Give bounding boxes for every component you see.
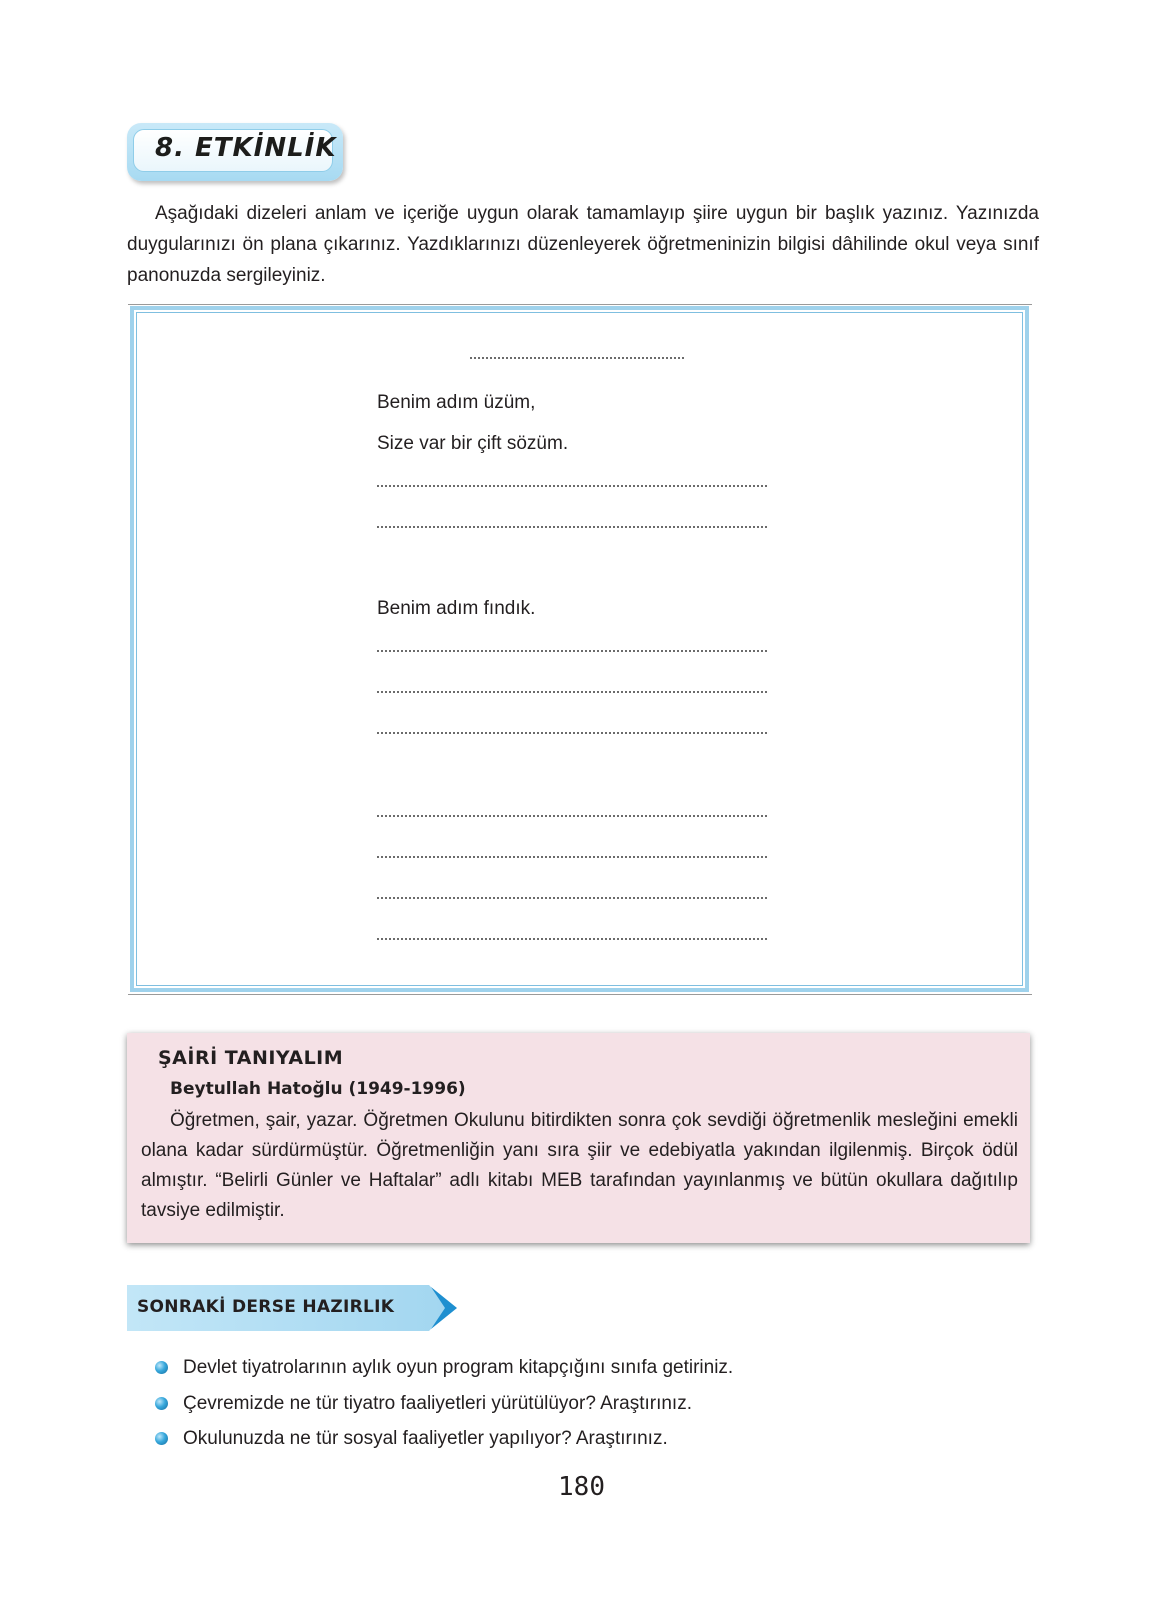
- poet-name: Beytullah Hatoğlu (1949-1996): [170, 1079, 466, 1099]
- poem-blank-line[interactable]: [377, 856, 767, 858]
- poem-blank-line[interactable]: [377, 691, 767, 693]
- poet-bio: Öğretmen, şair, yazar. Öğretmen Okulunu bitirdikten sonra çok sevdiği öğretmenlik mesleğini emekli olana kadar sürdürmüştür. Öğretmenliğin yanı sıra şiir ve edebiyatla yakından ilgilenmiş. Birçok ödül almıştır. “Belirli Günler ve Haftalar” adlı kitabı MEB tarafından yayınlanmış ve bütün okullara dağıtılıp tavsiye edilmiştir.: [141, 1110, 1018, 1221]
- poem-blank-line[interactable]: [377, 485, 767, 487]
- bullet-icon: [155, 1432, 168, 1445]
- poem-blank-line[interactable]: [377, 815, 767, 817]
- poem-blank-line[interactable]: [377, 650, 767, 652]
- bullet-icon: [155, 1397, 168, 1410]
- poem-blank-line[interactable]: [377, 938, 767, 940]
- task-text: Devlet tiyatrolarının aylık oyun program kitapçığını sınıfa getiriniz.: [183, 1357, 734, 1378]
- poem-frame: [130, 306, 1029, 992]
- activity-badge: [127, 123, 343, 181]
- poet-info-heading: ŞAİRİ TANIYALIM: [158, 1047, 344, 1069]
- poem-blank-line[interactable]: [377, 732, 767, 734]
- next-lesson-banner: [127, 1285, 461, 1331]
- poem-title-blank[interactable]: [470, 357, 684, 359]
- frame-rule-bottom: [128, 994, 1032, 995]
- poem-line-3: Benim adım fındık.: [377, 598, 536, 619]
- poem-line-2: Size var bir çift sözüm.: [377, 433, 569, 454]
- poem-blank-line[interactable]: [377, 897, 767, 899]
- activity-title: 8. ETKİNLİK: [155, 133, 337, 163]
- poem-blank-line[interactable]: [377, 526, 767, 528]
- bullet-icon: [155, 1361, 168, 1374]
- frame-rule-top: [128, 304, 1032, 305]
- poem-line-1: Benim adım üzüm,: [377, 392, 536, 413]
- page-number: 180: [558, 1472, 605, 1502]
- task-text: Okulunuzda ne tür sosyal faaliyetler yapılıyor? Araştırınız.: [183, 1428, 668, 1449]
- poet-info-box: [127, 1033, 1030, 1243]
- instructions-text: Aşağıdaki dizeleri anlam ve içeriğe uygun olarak tamamlayıp şiire uygun bir başlık yazınız. Yazınızda duygularınızı ön plana çıkarınız. Yazdıklarınızı düzenleyerek öğretmeninizin bilgisi dâhilinde okul veya sınıf panonuzda sergileyiniz.: [127, 203, 1039, 286]
- next-lesson-title: SONRAKİ DERSE HAZIRLIK: [137, 1297, 395, 1317]
- task-text: Çevremizde ne tür tiyatro faaliyetleri yürütülüyor? Araştırınız.: [183, 1393, 692, 1414]
